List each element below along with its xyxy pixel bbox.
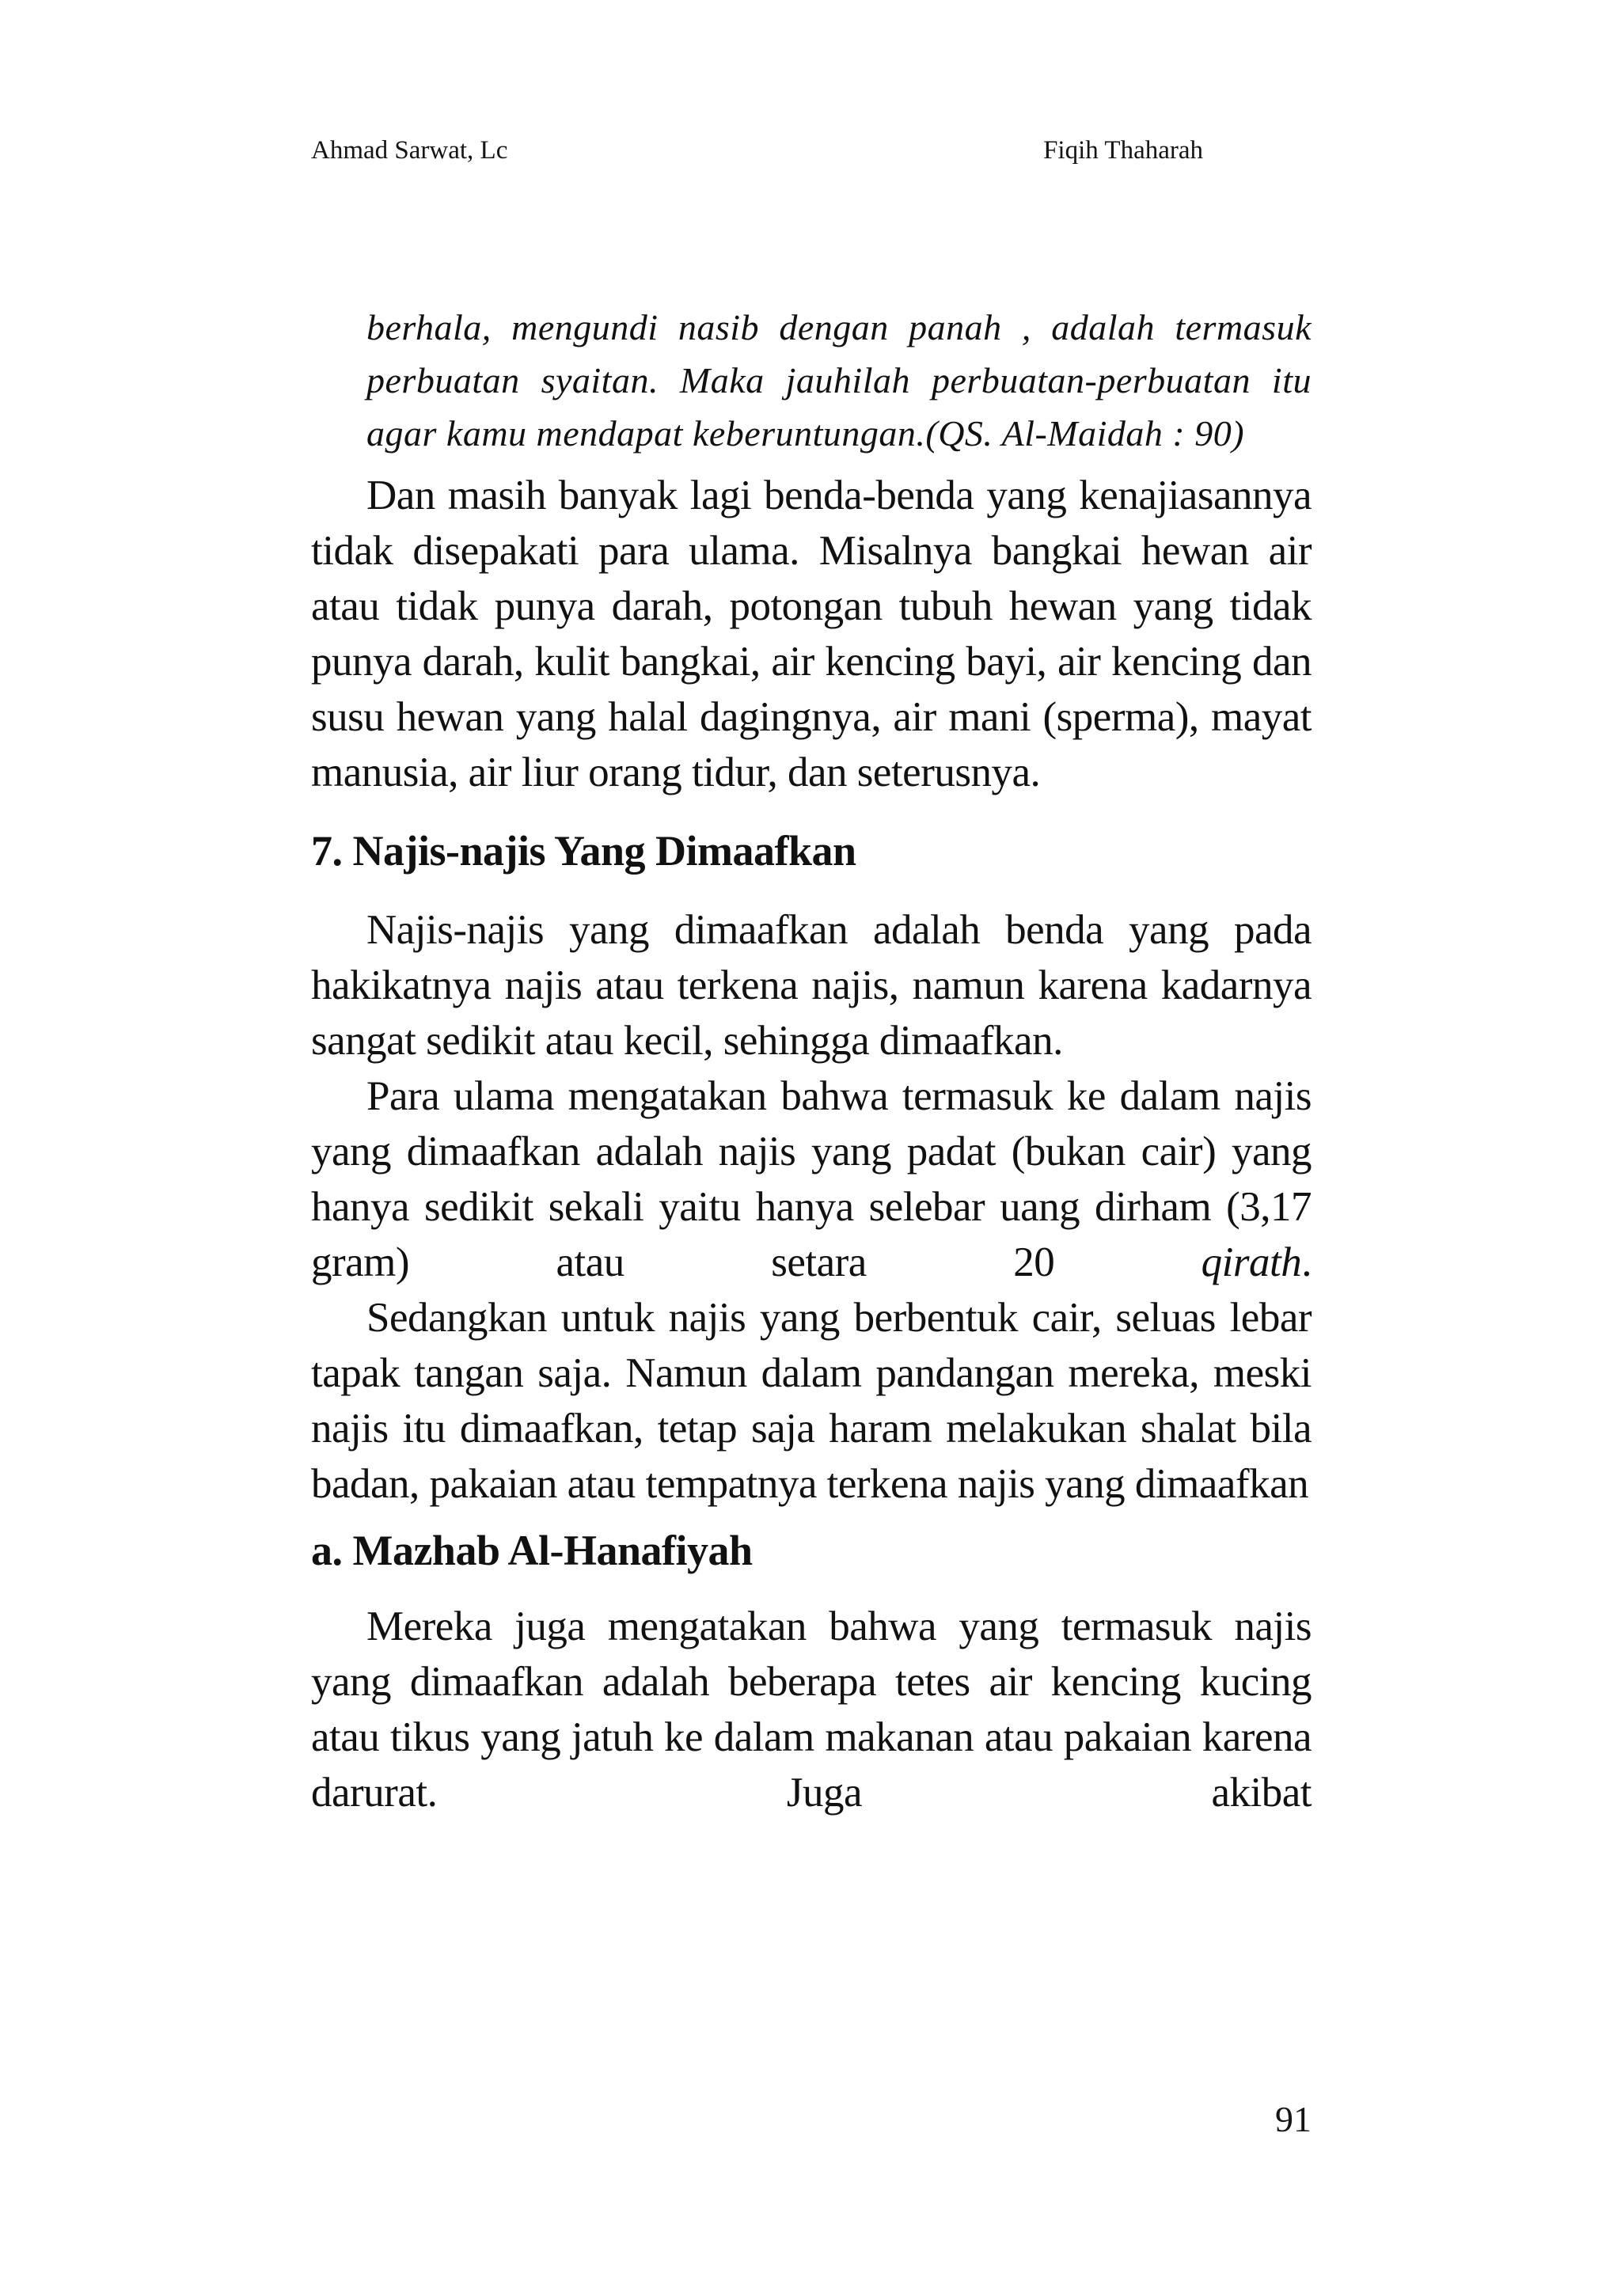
paragraph-definition: Najis-najis yang dimaafkan adalah benda yang pada hakikatnya najis atau terkena najis, namun karena kadarnya sangat sedikit atau kecil, sehingga dimaafkan. xyxy=(311,907,1312,1064)
header-author: Ahmad Sarwat, Lc xyxy=(311,136,508,165)
header-book-title: Fiqih Thaharah xyxy=(1043,136,1203,165)
paragraph-disputed-najis: Dan masih banyak lagi benda-benda yang kenajiasannya tidak disepakati para ulama. Misalnya bangkai hewan air atau tidak punya darah, potongan tubuh hewan yang tidak punya darah, kulit bangkai, air kencing bayi, air kencing dan susu hewan yang halal dagingnya, air mani (sperma), mayat manusia, air liur orang tidur, dan seterusnya. xyxy=(311,472,1312,795)
paragraph-hanafi-view: Mereka juga mengatakan bahwa yang termasuk najis yang dimaafkan adalah beberapa tetes air kencing kucing atau tikus yang jatuh ke dalam makanan atau pakaian karena darurat. Juga akibat xyxy=(311,1603,1312,1816)
quote-citation: (QS. Al-Maidah : 90) xyxy=(925,413,1245,454)
quran-quote xyxy=(366,301,1312,460)
paragraph-dirham-text: Para ulama mengatakan bahwa termasuk ke dalam najis yang dimaafkan adalah najis yang padat (bukan cair) yang hanya sedikit sekali yaitu hanya selebar uang dirham (3,17 gram) atau setara 20 xyxy=(311,1073,1312,1285)
running-header xyxy=(311,135,1312,169)
paragraph-liquid-najis: Sedangkan untuk najis yang berbentuk cair, seluas lebar tapak tangan saja. Namun dalam pandangan mereka, meski najis itu dimaafkan, tetap saja haram melakukan shalat bila badan, pakaian atau tempatnya terkena najis yang dimaafkan xyxy=(311,1295,1312,1507)
paragraph-dirham-period: . xyxy=(1301,1239,1312,1285)
section-heading-najis-dimaafkan: 7. Najis-najis Yang Dimaafkan xyxy=(311,827,856,875)
page-body xyxy=(311,301,1312,1820)
qirath-term: qirath xyxy=(1201,1239,1302,1285)
paragraph-dirham xyxy=(311,1068,1312,1290)
section-heading-hanafiyah: a. Mazhab Al-Hanafiyah xyxy=(311,1527,753,1574)
page-number: 91 xyxy=(1275,2099,1312,2139)
quote-text: berhala, mengundi nasib dengan panah , adalah termasuk perbuatan syaitan. Maka jauhilah perbuatan-perbuatan itu agar kamu mendapat keberuntungan. xyxy=(366,307,1312,454)
